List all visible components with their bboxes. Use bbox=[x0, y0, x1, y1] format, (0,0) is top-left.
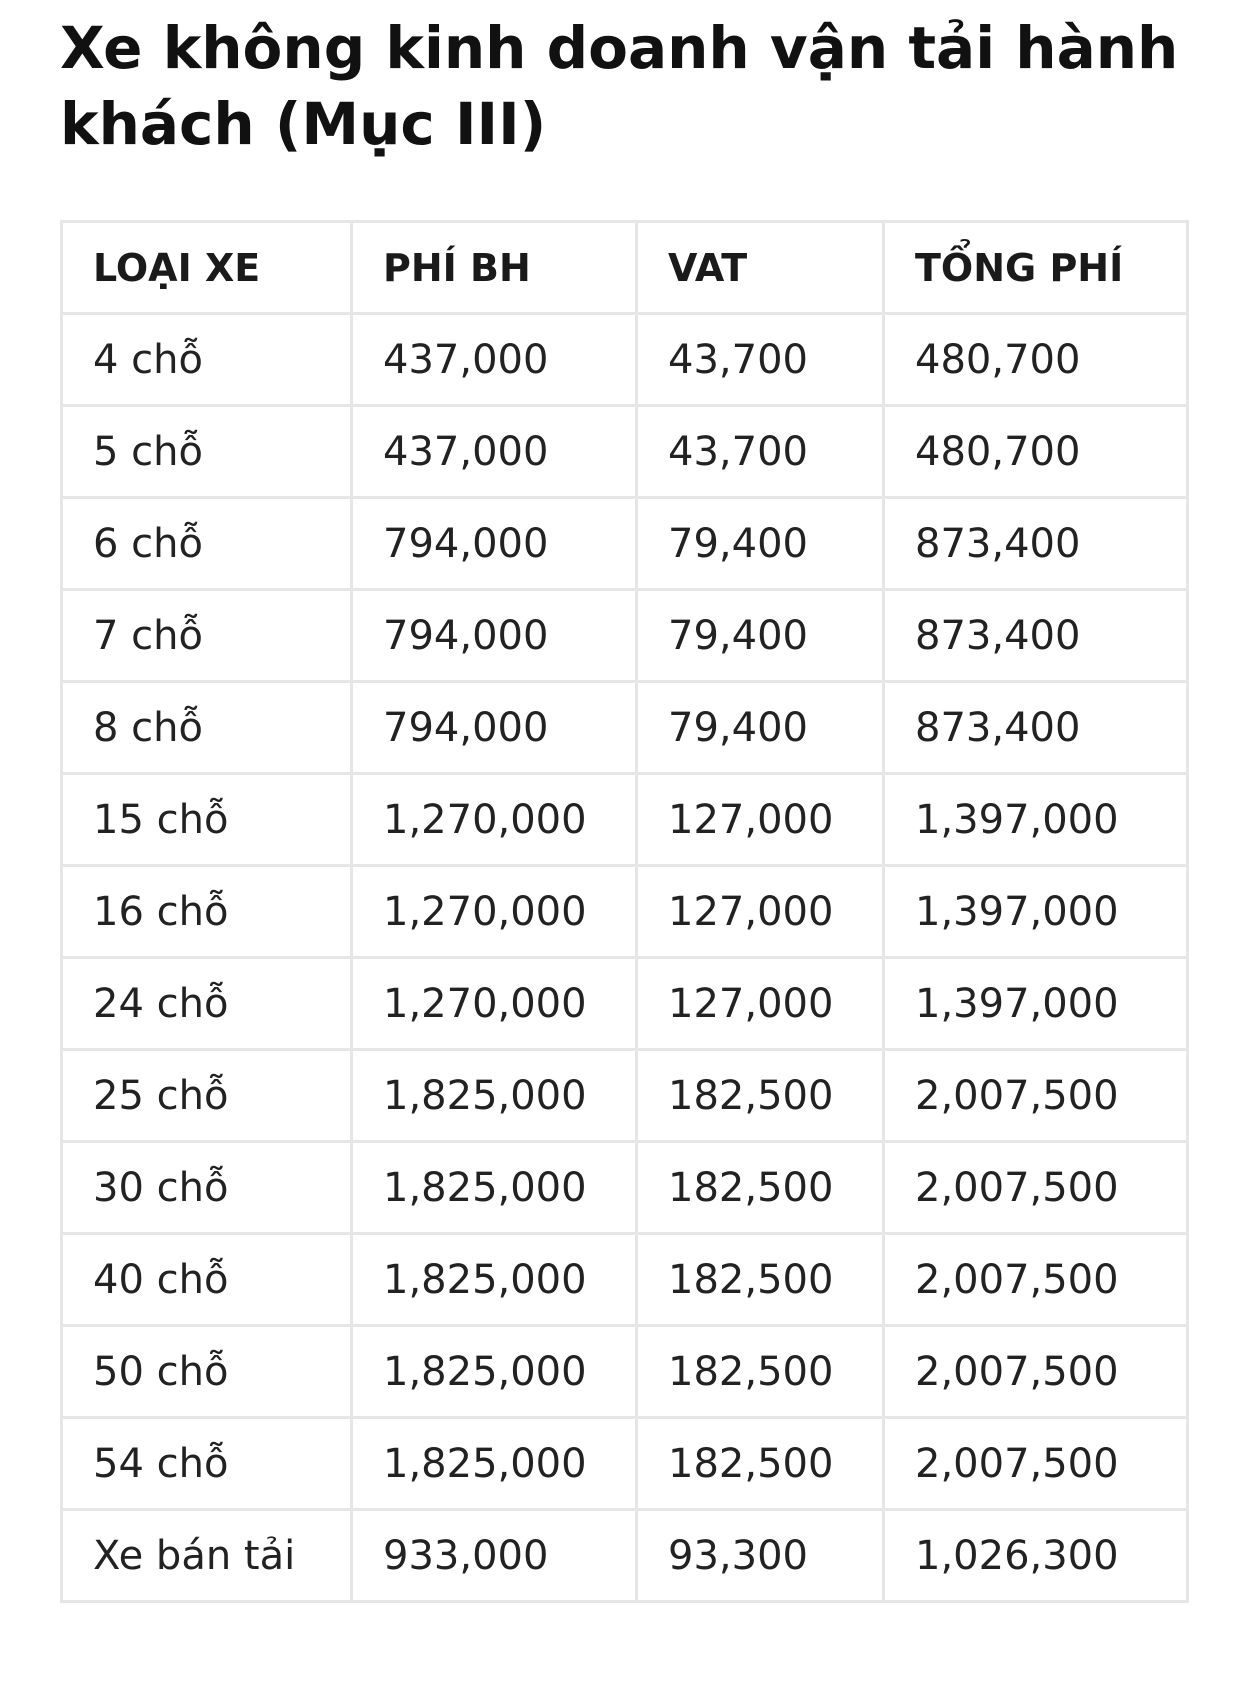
cell-total-fee: 2,007,500 bbox=[884, 1050, 1188, 1142]
header-vat: VAT bbox=[637, 222, 884, 314]
cell-total-fee: 2,007,500 bbox=[884, 1326, 1188, 1418]
table-row bbox=[62, 774, 1188, 866]
table-header-row bbox=[62, 222, 1188, 314]
cell-vat: 182,500 bbox=[637, 1326, 884, 1418]
page-title: Xe không kinh doanh vận tải hành khách (Mục III) bbox=[60, 14, 1179, 158]
cell-vat: 93,300 bbox=[637, 1510, 884, 1602]
cell-vat: 43,700 bbox=[637, 406, 884, 498]
cell-insurance-fee: 794,000 bbox=[352, 682, 637, 774]
cell-insurance-fee: 1,270,000 bbox=[352, 958, 637, 1050]
cell-vat: 127,000 bbox=[637, 958, 884, 1050]
cell-total-fee: 480,700 bbox=[884, 314, 1188, 406]
table-row bbox=[62, 1050, 1188, 1142]
cell-insurance-fee: 1,825,000 bbox=[352, 1050, 637, 1142]
cell-insurance-fee: 1,825,000 bbox=[352, 1142, 637, 1234]
cell-insurance-fee: 1,270,000 bbox=[352, 774, 637, 866]
cell-total-fee: 1,397,000 bbox=[884, 774, 1188, 866]
cell-vehicle-type: 7 chỗ bbox=[62, 590, 352, 682]
header-total-fee: TỔNG PHÍ bbox=[884, 222, 1188, 314]
cell-vat: 43,700 bbox=[637, 314, 884, 406]
cell-total-fee: 1,397,000 bbox=[884, 866, 1188, 958]
cell-insurance-fee: 933,000 bbox=[352, 1510, 637, 1602]
cell-insurance-fee: 794,000 bbox=[352, 498, 637, 590]
table-row bbox=[62, 406, 1188, 498]
table-row bbox=[62, 682, 1188, 774]
table-row bbox=[62, 1418, 1188, 1510]
cell-vehicle-type: 40 chỗ bbox=[62, 1234, 352, 1326]
table-row bbox=[62, 958, 1188, 1050]
cell-vehicle-type: 54 chỗ bbox=[62, 1418, 352, 1510]
cell-vehicle-type: 5 chỗ bbox=[62, 406, 352, 498]
table-row bbox=[62, 590, 1188, 682]
cell-insurance-fee: 437,000 bbox=[352, 406, 637, 498]
cell-total-fee: 2,007,500 bbox=[884, 1418, 1188, 1510]
cell-vehicle-type: 15 chỗ bbox=[62, 774, 352, 866]
cell-total-fee: 2,007,500 bbox=[884, 1234, 1188, 1326]
cell-insurance-fee: 1,825,000 bbox=[352, 1234, 637, 1326]
cell-total-fee: 480,700 bbox=[884, 406, 1188, 498]
cell-vehicle-type: Xe bán tải bbox=[62, 1510, 352, 1602]
cell-vat: 79,400 bbox=[637, 682, 884, 774]
table-row bbox=[62, 1510, 1188, 1602]
cell-vat: 182,500 bbox=[637, 1418, 884, 1510]
header-vehicle-type: LOẠI XE bbox=[62, 222, 352, 314]
table-row bbox=[62, 866, 1188, 958]
table-row bbox=[62, 498, 1188, 590]
cell-insurance-fee: 794,000 bbox=[352, 590, 637, 682]
cell-vehicle-type: 4 chỗ bbox=[62, 314, 352, 406]
table-row bbox=[62, 1142, 1188, 1234]
cell-total-fee: 1,397,000 bbox=[884, 958, 1188, 1050]
cell-vehicle-type: 16 chỗ bbox=[62, 866, 352, 958]
cell-total-fee: 2,007,500 bbox=[884, 1142, 1188, 1234]
cell-insurance-fee: 1,825,000 bbox=[352, 1326, 637, 1418]
cell-insurance-fee: 1,825,000 bbox=[352, 1418, 637, 1510]
table-row bbox=[62, 314, 1188, 406]
cell-insurance-fee: 437,000 bbox=[352, 314, 637, 406]
table-row bbox=[62, 1326, 1188, 1418]
cell-total-fee: 873,400 bbox=[884, 682, 1188, 774]
header-insurance-fee: PHÍ BH bbox=[352, 222, 637, 314]
cell-vehicle-type: 8 chỗ bbox=[62, 682, 352, 774]
cell-vat: 127,000 bbox=[637, 774, 884, 866]
cell-vat: 79,400 bbox=[637, 498, 884, 590]
cell-vat: 79,400 bbox=[637, 590, 884, 682]
cell-vehicle-type: 24 chỗ bbox=[62, 958, 352, 1050]
cell-insurance-fee: 1,270,000 bbox=[352, 866, 637, 958]
cell-vat: 127,000 bbox=[637, 866, 884, 958]
cell-total-fee: 1,026,300 bbox=[884, 1510, 1188, 1602]
cell-total-fee: 873,400 bbox=[884, 590, 1188, 682]
cell-vat: 182,500 bbox=[637, 1142, 884, 1234]
cell-vehicle-type: 50 chỗ bbox=[62, 1326, 352, 1418]
insurance-fee-table bbox=[60, 220, 1189, 1603]
cell-vehicle-type: 6 chỗ bbox=[62, 498, 352, 590]
cell-vehicle-type: 30 chỗ bbox=[62, 1142, 352, 1234]
table-row bbox=[62, 1234, 1188, 1326]
cell-total-fee: 873,400 bbox=[884, 498, 1188, 590]
cell-vat: 182,500 bbox=[637, 1050, 884, 1142]
cell-vehicle-type: 25 chỗ bbox=[62, 1050, 352, 1142]
cell-vat: 182,500 bbox=[637, 1234, 884, 1326]
